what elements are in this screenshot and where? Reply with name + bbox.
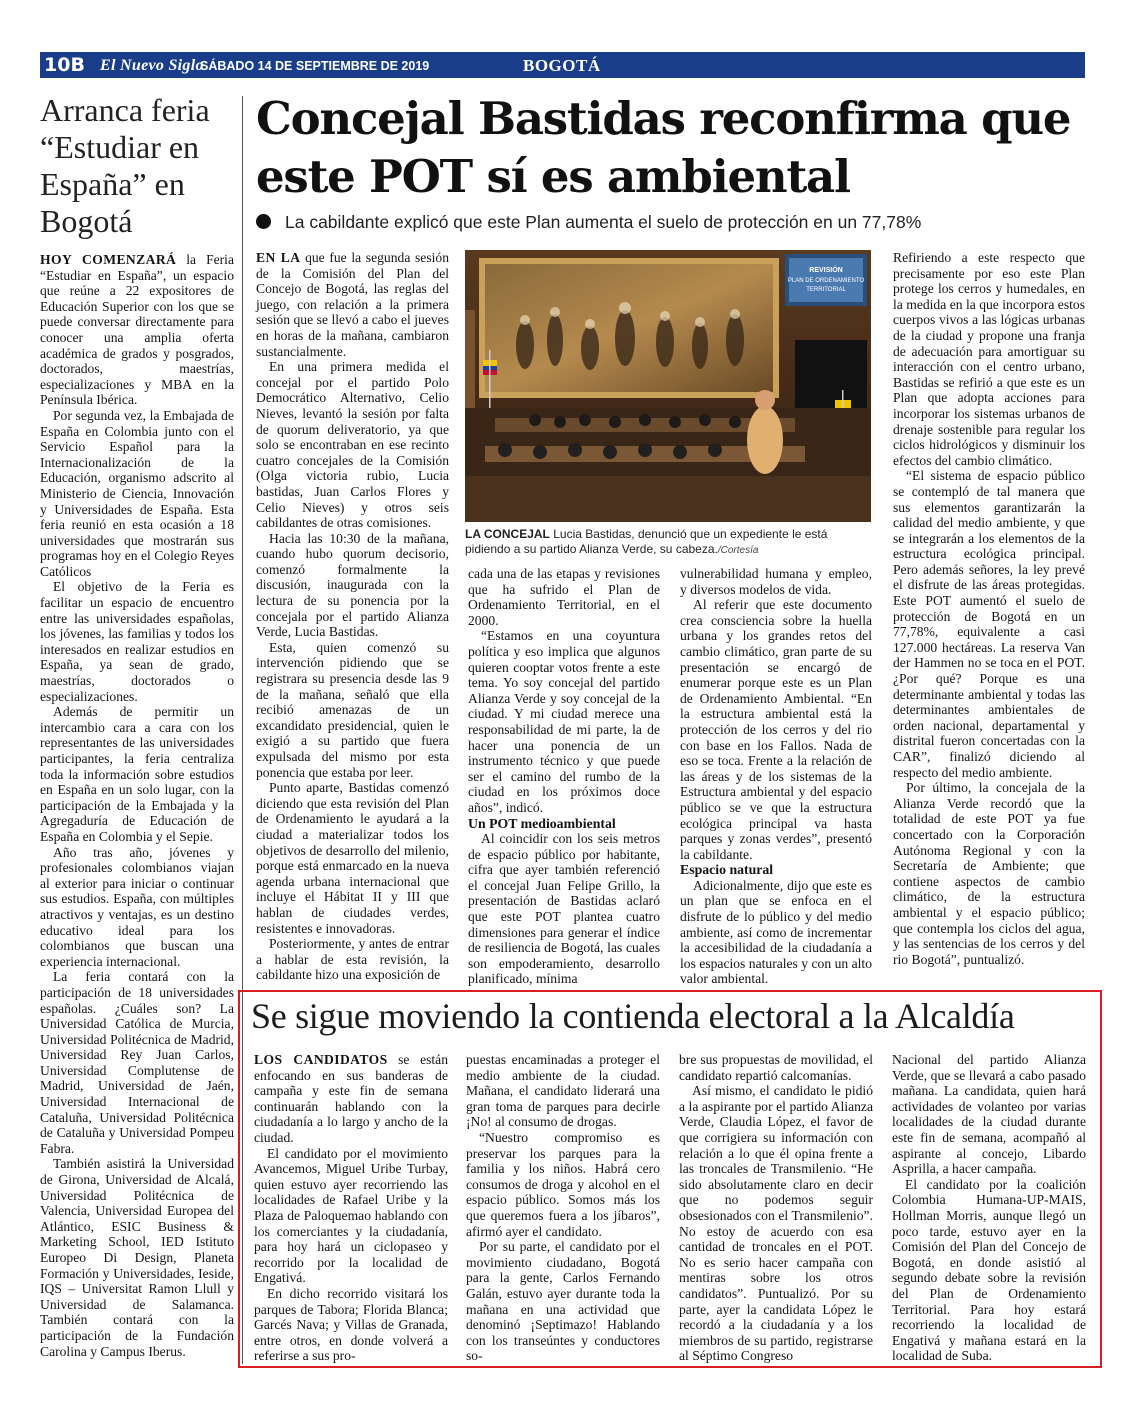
box-story-column-1 <box>254 1052 448 1364</box>
main-story-paragraph: “El sistema de espacio público se contempló de tal manera que sus elementos garantizarán la calidad del medio ambiente, y que se integrarán a los elementos de la estructura ecológica principal. Pero además señores, la ley prevé el disfrute de las áreas protegidas. Este POT aumentó el suelo de protección de Bogotá en un 77,78%, equivalente a casi 127.000 hectáreas. La reserva Van der Hammen no se toca en el POT. ¿Por qué? Porque es una determinante ambiental y todas las determinantes ambientales de orden nacional, departamental y distrital fueron concertadas con la CAR”, finalizó diciendo al respecto del medio ambiente. <box>893 468 1085 780</box>
box-story-headline: Se sigue moviendo la contienda electoral a la Alcaldía <box>251 996 1015 1036</box>
page-number: 10B <box>44 54 85 76</box>
main-story-paragraph: Al coincidir con los seis metros de espacio público por habitante, cifra que ayer también referenció el concejal Juan Felipe Grillo, la presentación de Bastidas aclaró que este POT plantea cuatro dimensiones para generar el índice de resiliencia de Bogotá, las cuales son empoderamiento, desarrollo planificado, mínima <box>468 831 660 987</box>
main-story-dek: La cabildante explicó que este Plan aumenta el suelo de protección en un 77,78% <box>256 212 1076 233</box>
main-story-subhead: Un POT medioambiental <box>468 815 616 831</box>
main-story-column-2 <box>468 566 660 987</box>
main-story-paragraph: Adicionalmente, dijo que este es un plan que se enfoca en el disfrute de lo público y del medio ambiente, así como de incrementar la accesibilidad de la ciudadanía a los espacios naturales y con un alto valor ambiental. <box>680 877 872 987</box>
main-story-paragraph: “Estamos en una coyuntura política y eso implica que algunos quieren cooptar votos frente a este tema. Yo soy concejal del partido Alianza Verde y soy concejal de la ciudad. Y mi ciudad merece una responsabilidad de mi parte, la de hacer una ponencia de un instrumento técnico y que puede ser el camino del rumbo de la ciudad en los próximos doce años”, indicó. <box>468 628 660 815</box>
main-story-headline: Concejal Bastidas reconfirma que este POT sí es ambiental <box>256 92 1071 203</box>
main-story-paragraph: Punto aparte, Bastidas comenzó diciendo que esta revisión del Plan de Ordenamiento le ayudará a la ciudad a materializar todos los objetivos de desarrollo del milenio, porque está enmarcado en la nueva agenda urbana internacional que incluye el Hábitat II y III que hablan de ciudades verdes, resistentes e innovadoras. <box>256 780 449 936</box>
side-story-paragraph: Además de permitir un intercambio cara a cara con los representantes de las universidades participantes, la feria centraliza toda la información sobre estudios en España en un solo lugar, con la participación de la Embajada y la Agregaduría de Educación de España en Colombia y el Sepie. <box>40 704 234 844</box>
council-session-photo <box>465 250 871 522</box>
main-story-subhead: Espacio natural <box>680 862 774 878</box>
side-story-paragraph: También asistirá la Universidad de Girona, Universidad de Alcalá, Universidad Politécnica de Valencia, Universidad Europea del Atlántico, ESIC Business & Marketing School, IED Istituto Europeo Di Design, Planeta Formación y Universidades, Ieside, IQS – Universitat Ramon Llull y Universidad de Salamanca. También contará con la participación de la Fundación Carolina y Campus Iberus. <box>40 1156 234 1359</box>
box-story-paragraph: Por su parte, el candidato por el movimiento ciudadano, Bogotá para la gente, Carlos Fernando Galán, estuvo ayer durante toda la mañana en una actividad que denominó ¡Septimazo! Hablando con los transeúntes y conductores so- <box>466 1239 660 1364</box>
main-story-paragraph: Al referir que este documento crea consciencia sobre la huella urbana y los grandes retos del cambio climático, gran parte de su presentación se encargó de enumerar porque este es un Plan de Ordenamiento Ambiental. “En la estructura ambiental está la protección de los cerros y del rio con base en los Fallos. Nada de eso se toca. Frente a la relación de las áreas y de los sistemas de la Estructura ambiental y del espacio público se ve que la estructura ecológica principal va hasta parques y zonas verdes”, presentó la cabildante. <box>680 597 872 862</box>
main-story-column-1 <box>256 250 449 983</box>
svg-text:TERRITORIAL: TERRITORIAL <box>806 287 846 293</box>
main-story-paragraph: Refiriendo a este respecto que precisamente por eso este Plan protege los cerros y humedales, en la medida en la que incorpora estos cuerpos vivos a las lógicas urbanas de la ciudad y propone una franja de adecuación para amortiguar su interacción con el centro urbano, Bastidas se refirió a que este es un Plan que adopta acciones para incorporar los sistemas urbanos de drenaje sostenible para regular los ciclos hidrológicos y disminuir los efectos del cambio climático. <box>893 250 1085 468</box>
screen-text: REVISIÓN <box>809 267 843 274</box>
box-story-paragraph: LOS CANDIDATOS se están enfocando en sus banderas de campaña y este fin de semana continuarán hablando con la ciudadanía a lo largo y ancho de la ciudad. <box>254 1052 448 1145</box>
newspaper-name: El Nuevo Siglo <box>100 57 204 74</box>
main-story-paragraph: Hacia las 10:30 de la mañana, cuando hubo quorum decisorio, comenzó formalmente la discusión, inaugurada con la lectura de su ponencia por la concejala por el partido Alianza Verde, Lucia Bastidas. <box>256 530 449 640</box>
issue-date: SÁBADO 14 DE SEPTIEMBRE DE 2019 <box>200 59 430 73</box>
side-story-paragraph: La feria contará con la participación de 18 universidades españolas. ¿Cuáles son? La Universidad Católica de Murcia, Universidad Politécnica de Madrid, Universidad Rey Juan Carlos, Universidad Complutense de Madrid, Universidad de Jaén, Universidad Internacional de Cataluña, Universidad Politécnica de Cataluña y Universidad Pompeu Fabra. <box>40 969 234 1156</box>
main-story-paragraph: Por último, la concejala de la Alianza Verde recordó que la totalidad de este POT ya fue concertado con la Corporación Autónoma Regional y con la Secretaría de Ambiente; que contiene aspectos de cambio climático, de la estructura ambiental y el espacio público; que contempla los ciclos del agua, y las sentencias de los cerros y del rio Bogotá”, puntualizó. <box>893 780 1085 967</box>
box-story-paragraph: puestas encaminadas a proteger el medio ambiente de la ciudad. Mañana, el candidato liderará una gran toma de parques para decirle ¡No! al consumo de drogas. <box>466 1052 660 1130</box>
box-story-paragraph: bre sus propuestas de movilidad, el candidato repartió calcomanías. <box>679 1052 873 1083</box>
box-story-paragraph: El candidato por el movimiento Avancemos, Miguel Uribe Turbay, quien estuvo ayer recorriendo las localidades de Rafael Uribe y la Plaza de Paloquemao hablando con los comerciantes y la ciudadanía, para hoy hará un ciclopaseo y recorrido por la localidad de Engativá. <box>254 1145 448 1286</box>
page-header-bar <box>40 52 1085 78</box>
box-story-lead: LOS CANDIDATOS <box>254 1052 388 1067</box>
box-story-paragraph: Así mismo, el candidato le pidió a la aspirante por el partido Alianza Verde, Claudia López, el favor de que corrigiera su información con relación a lo que él opina frente a las troncales de Transmilenio. “He sido absolutamente claro en decir que no podemos seguir obsesionados con el Transmilenio”. No estoy de acuerdo con esa cantidad de troncales en el POT. No es serio hacer campaña con mentiras sobre los otros candidatos”. Puntualizó. Por su parte, ayer la candidata López le recordó a la ciudadanía y a los miembros de su partido, registrarse al Séptimo Congreso <box>679 1083 873 1364</box>
box-story-column-2 <box>466 1052 660 1364</box>
main-story-column-4 <box>893 250 1085 982</box>
photo-credit: /Cortesía <box>717 545 759 556</box>
caption-label: LA CONCEJAL <box>465 527 550 541</box>
photo-caption: LA CONCEJAL Lucia Bastidas, denunció que un expediente le está pidiendo a su partido Alianza Verde, su cabeza./Cortesía <box>465 527 828 556</box>
box-story-paragraph: El candidato por la coalición Colombia Humana-UP-MAIS, Hollman Morris, aunque llegó un poco tarde, estuvo ayer en la Comisión del Plan del Concejo de Bogotá, en donde asistió al segundo debate sobre la revisión del Plan de Ordenamiento Territorial. Para hoy estará recorriendo la localidad de Engativá y mañana estará en la localidad de Suba. <box>892 1176 1086 1364</box>
side-story-headline: Arranca feria “Estudiar en España” en Bogotá <box>40 92 210 239</box>
main-story-paragraph: cada una de las etapas y revisiones que ha sufrido el Plan de Ordenamiento Territorial, en el 2000. <box>468 566 660 628</box>
box-story-paragraph: Nacional del partido Alianza Verde, que se llevará a cabo pasado mañana. La candidata, quien hará actividades de volanteo por varias localidades de la ciudad durante este fin de semana, acompañó al aspirante al concejo, Libardo Asprilla, a hacer campaña. <box>892 1052 1086 1177</box>
side-story-body <box>40 252 234 1364</box>
side-story-paragraph: El objetivo de la Feria es facilitar un espacio de encuentro entre las universidades españolas, los jóvenes, las familias y todos los interesados en realizar estudios en España, ya sean de grado, maestrías, doctorados o especializaciones. <box>40 579 234 704</box>
bullet-icon <box>256 214 271 229</box>
side-story-paragraph: HOY COMENZARÁ la Feria “Estudiar en España”, un espacio que reúne a 22 expositores de Educación Superior con los que se puede conversar directamente para conocer una amplia oferta académica de grados y posgrados, doctorados, maestrías, especializaciones y MBA en la Península Ibérica. <box>40 252 234 408</box>
main-story-paragraph: Esta, quien comenzó su intervención pidiendo que se registrara su presencia desde las 9 de la mañana, señaló que ella recibió amenazas de un excandidato presidencial, quien le exigió a su partido que fuera expulsada del mismo por esta ponencia que estaba por leer. <box>256 639 449 780</box>
main-story-paragraph: Posteriormente, y antes de entrar a hablar de esta revisión, la cabildante hizo una exposición de <box>256 936 449 983</box>
main-story-paragraph: En una primera medida el concejal por el partido Polo Democrático Alternativo, Celio Nieves, levantó la sesión por falta de quorum deliveratorio, ya que solo se encontraban en ese recinto cuatro concejales de la Comisión (Olga victoria rubio, Lucia bastidas, Juan Carlos Flores y Celio Nieves) y otros seis cabildantes de otras comisiones. <box>256 359 449 531</box>
main-story-paragraph: vulnerabilidad humana y empleo, y diversos modelos de vida. <box>680 566 872 597</box>
side-story-lead: HOY COMENZARÁ <box>40 252 177 267</box>
main-story-lead: EN LA <box>256 250 301 265</box>
section-name: BOGOTÁ <box>523 56 601 75</box>
main-story-column-3 <box>680 566 872 987</box>
side-story-paragraph: Año tras año, jóvenes y profesionales colombianos viajan al exterior para iniciar o continuar sus estudios. España, con múltiples atractivos y ventajas, es un destino educativo ideal para los colombianos que buscan una experiencia internacional. <box>40 844 234 969</box>
main-story-paragraph: EN LA que fue la segunda sesión de la Comisión del Plan del Concejo de Bogotá, las reglas del juego, con relación a la primera sesión que se llevó a cabo el jueves en horas de la mañana, cambiaron sustancialmente. <box>256 250 449 359</box>
box-story-paragraph: “Nuestro compromiso es preservar los parques para la familia y los niños. Habrá cero consumos de droga y alcohol en el espacio público. Somos más los que queremos fuera a los jíbaros”, afirmó ayer el candidato. <box>466 1129 660 1239</box>
box-story-column-3 <box>679 1052 873 1364</box>
box-story-column-4 <box>892 1052 1086 1364</box>
side-story-paragraph: Por segunda vez, la Embajada de España en Colombia junto con el Servicio Español para la Internacionalización de la Educación, organismo adscrito al Ministerio de Ciencia, Innovación y Universidades de España. Esta feria reunió en esta ocasión a 18 universidades que mostrarán sus programas hoy en el Colegio Reyes Católicos <box>40 407 234 579</box>
svg-text:PLAN DE ORDENAMIENTO: PLAN DE ORDENAMIENTO <box>787 278 865 284</box>
box-story-paragraph: En dicho recorrido visitará los parques de Tabora; Florida Blanca; Garcés Nava; y Villas de Granada, entre otros, en donde volverá a referirse a sus pro- <box>254 1285 448 1364</box>
